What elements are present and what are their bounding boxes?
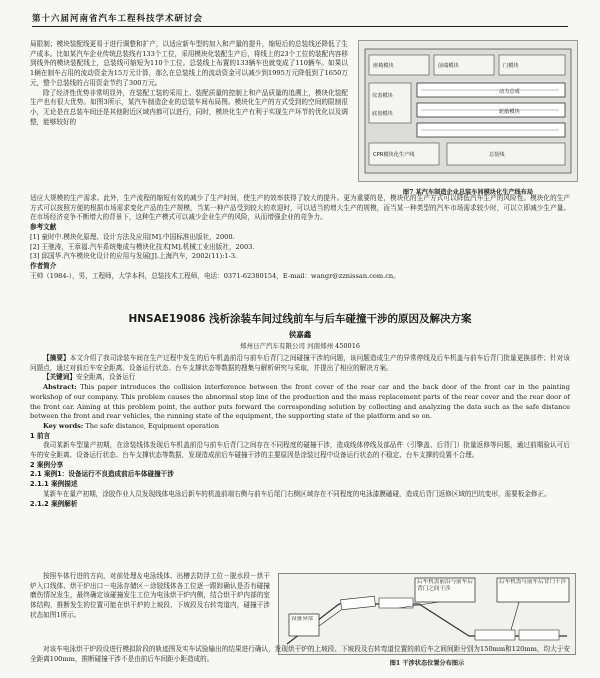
abstract-en-label: Abstract:: [43, 383, 77, 392]
fig1-box-1: 后车机盖前沿与前车后背门之间干涉: [417, 579, 473, 592]
keywords-cn-label: 【关键词】: [43, 373, 76, 382]
fig7-label-final: 总装线: [489, 152, 505, 158]
intro-column: [30, 40, 348, 127]
closing-paragraph: 适应大规模的生产需求。此外，生产流程的缩短有效的减少了生产时间，使生产的效率获得了较大的提升。更为重要的是，模块化的生产方式可以降低汽车生产的风险性。模块化的生产方式可以按照方便的根据市场需求变化产品的生产规模，当某一种产品受到较大的欢迎时，可以适当的增大生产的规模，而当某一种类型的汽车市场需求较少时，可以立即减少生产量。在市场经济竞争不断增大的背景下，这种生产模式可以减少企业生产的风险，从而增强企业的竞争力。: [30, 194, 570, 222]
section-2-1-1-heading: 2.1.1 案例描述: [30, 480, 78, 489]
fig7-label-cpr: CPR模块化生产线: [373, 152, 415, 158]
section-2-1-1-text: 某新车在量产初期，涂胶作业人员发现线体电泳后新车的机盖前端右侧与前车后尾门右侧区域存在不同程度的电泳漆膜磕碰，造成后背门返修区域的凹坑变形，需要板金修正。: [43, 489, 551, 498]
abstract-cn: 本文介绍了我司涂装车间在生产过程中发生的后车机盖前沿与前车后背门之间碰撞干涉的问题，该问题造成生产的异常停线及后车机盖与前车后背门批量更换部件；针对该问题点，通过对前后车安全距离、设备运行状态、台车支撑状态等数据的搜集与解析研究与采取，并提出了相应的解决方案。: [30, 354, 570, 372]
case-analysis-column: [30, 572, 270, 621]
figure-7-caption: 图7 某汽车制造企业总装车间模块化生产线布局: [402, 189, 534, 196]
fig1-box-3: 设备异常: [291, 616, 314, 622]
fig7-label-front: 前端模块: [438, 63, 459, 69]
case-analysis-text-2: 对该车电泳烘干炉段设进行模拟阶段的轨迹图及实车试验输出的结果进行确认，发现烘干炉的上坡段、下坡段及右转弯道位置的前后车之间间距分别为150mm和120mm，均大于安全距离100mm，推断碰撞干涉不是由前后车间距小距造成的。: [30, 645, 570, 663]
fig7-label-door: 门模块: [503, 63, 519, 69]
figure-1-caption: 图1 干涉状态位置分布图示: [389, 660, 465, 667]
article-title: HNSAE19086 浅析涂装车间过线前车与后车碰撞干涉的原因及解决方案: [128, 313, 472, 325]
abstract-en: This paper introduces the collision interference between the front cover of the rear car and the back door of the front car in the painting workshop of our company. This problem causes the abnormal stop line of the production and the mass replacement parts of the rear cover and the rear door of the front car. Aiming at this problem point, the author puts forward the corresponding solution by collecting and analyzing the data such as the safe distance between the front and rear vehicles, the running state of the equipment, the supporting state of the platform and so on.: [30, 383, 570, 421]
figure-1-diagram: [279, 574, 575, 654]
author-info-title: 作者简介: [30, 261, 57, 270]
section-1-text: 我司某新车型量产初期，在涂装线体发现后车机盖前沿与前车后背门之间存在不同程度的碰撞干涉，造成线体停线及部品件（引擎盖、后背门）批量返修等问题，通过前期验认可后车的安全距离、设备运行状态、台车支撑状态等数据，发现造成前后车碰撞干涉的主要原因是涂装过程中设备运行状态的不稳定、台车支撑的设置不合理。: [30, 441, 570, 460]
abstract-block: [30, 354, 570, 509]
intro-para-2: 除了经济性优势非常明显外，在装配工装的采用上、装配质量的控制上和产品质量的追溯上，模块化装配生产也有很大优势。如图3所示，某汽车制造企业的总装车间布局图。模块化生产的方式受到的空间的限制很小，无论是在总装车间还是其他附近区域内都可以进行，同时，模块化生产有利于实现生产环节的优化以及调整，能够较好的: [30, 88, 348, 126]
figure-7: [358, 40, 578, 196]
fig7-label-ip: 仪表模块: [372, 93, 393, 99]
running-header: 第十六届河南省汽车工程科技学术研讨会: [32, 12, 568, 27]
fig7-label-chassis: 底盘模块: [372, 111, 393, 117]
fig7-label-power: 动力总成: [499, 89, 520, 95]
section-2-1-heading: 2.1 案例1：设备运行不良造成前后车体碰撞干涉: [30, 470, 174, 479]
case-analysis-bottom: [30, 645, 570, 664]
author-info-text: 王帅（1984-），男，工程师，大学本科，总装技术工程师，电话：0371-62380154，E-mail：wangr@zznissan.com.cn。: [30, 271, 400, 280]
fig7-label-seat: 座椅模块: [373, 63, 394, 69]
abstract-cn-label: 【摘要】: [43, 354, 70, 362]
ref-3: [3] 邱国华.汽车模块化设计的应用与发展[J].上海汽车，2002(11):1-3.: [30, 252, 238, 261]
ref-1: [1] 童时中.模块化原理、设计方法及应用[M].中国标准出版社，2000.: [30, 232, 235, 241]
figure-7-layout-diagram: [359, 41, 577, 181]
section-2-heading: 2 案例分享: [30, 460, 64, 469]
keywords-en: The safe distance, Equipment operation: [85, 421, 219, 430]
full-width-para: [30, 194, 570, 281]
fig7-label-tire: 轮胎模块: [499, 109, 520, 115]
article-affiliation: 郑州日产汽车有限公司 河南郑州 450016: [240, 342, 360, 350]
article-author: 侯嘉鑫: [288, 330, 312, 339]
keywords-en-label: Key words:: [43, 421, 84, 430]
section-1-heading: 1 前言: [30, 431, 51, 440]
keywords-cn: 安全距离，设备运行: [75, 373, 136, 382]
intro-para-1: 局限制；模块装配线更易于进行调整和扩产，以适应新车型的加入和产量的提升，缩短后的总装线还降低了生产成本。比如某汽车企业传统总装线有133个工位，采用模块化装配生产后，将线上的23个工位的装配内容移到线外的模块装配线上，总装线可缩短为110个工位。总装线上布置的133辆车也就变成了110辆车。如果以1辆在制车占用的流动资金为15万元计算，那么在总装线上的流动资金可以减少到1995万元降低到了1650万元，整个总装线的占用资金节约了300万元。: [30, 40, 348, 87]
fig1-box-2: 后车机盖与前车后背门干涉: [499, 579, 567, 585]
section-2-1-2-heading: 2.1.2 案例解析: [30, 499, 78, 508]
case-analysis-text-1: 按照车体行进的方向，对前处理＆电泳线体、出槽去防浮工位－脱水段－烘干炉入口线体、烘干炉出口－电泳存储区－涂胶线体各工位逐一跟踪确认是否有碰撞磨伤情况发生，最终确定该碰撞发生工位为电泳烘干炉内侧，结合烘干炉内部的室体结构，推断发生的位置可能在烘干炉的上坡段、下坡段及右转弯道内，碰撞干涉状态如图1所示。: [30, 572, 270, 619]
ref-2: [2] 王驰涛，王章福.汽车系统集成与模块化技术[M].机械工业出版社，2003.: [30, 242, 255, 251]
refs-title: 参考文献: [30, 223, 57, 232]
